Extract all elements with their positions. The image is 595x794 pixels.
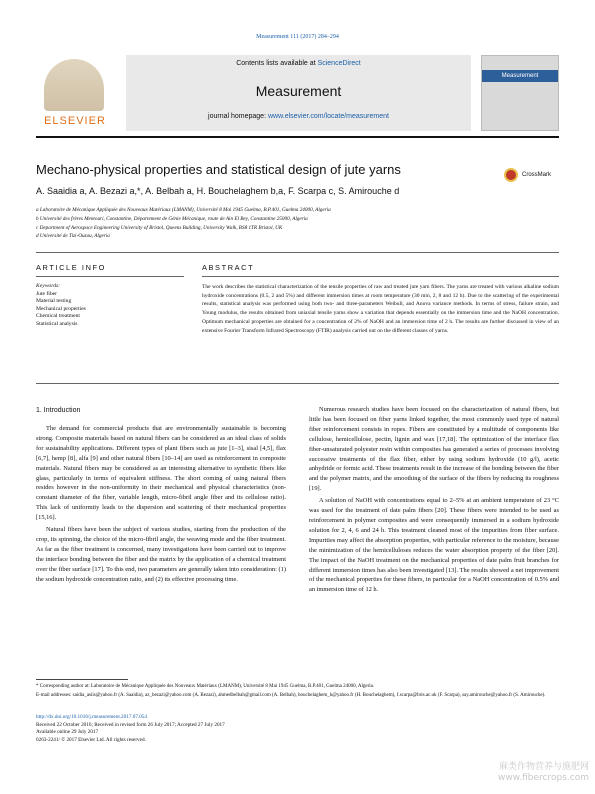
doi-link[interactable]: http://dx.doi.org/10.1016/j.measurement.2017.07.054 [36, 714, 147, 720]
email-addresses[interactable]: E-mail addresses: saidia_asiis@yahoo.fr (A. Saaidia), az_bezazi@yahoo.com (A. Bezazi), ahmedbelbah@gmail.com (A. Belbah), bouchelaghem_h@yahoo.fr (H. Bouchelaghem), f.scarpa@bris.ac.uk (F. Scarpa), say.amirouche@yahoo.fr (S. Amirouche). [36, 692, 546, 698]
cover-title: Measurement [482, 70, 558, 82]
affiliation-d: d Université de Tizi-Ouzou, Algeria [36, 233, 110, 240]
received-dates: Received 22 October 2016; Received in revised form 26 July 2017; Accepted 27 July 2017 [36, 721, 225, 728]
section-heading: 1. Introduction [36, 407, 81, 414]
paragraph: A solution of NaOH with concentrations equal to 2–5% at an ambient temperature of 23 °C was used for the treatment of date palm fibers [20]. These fibers were intended to be used as reinforcement in polymer composites and were consequently immersed in a sodium hydroxide solution for 2, 4, 6 and 24 h. This treatment cleaned most of the impurities from fiber surface. Impurities may affect the absorption properties, with particular reference to the moisture, because the minimization of the hemicelluloses reduces the water absorption property of the fiber [20]. The impact of the NaOH treatment on the mechanical properties of date palm fruit branches for different immersion times has also been investigated [13]. The results showed a net improvement of the mechanical properties for these fibers, in particular for a NaOH concentration of 0.5% and an immersion time of 12 h. [309, 497, 559, 594]
affiliation-a: a Laboratoire de Mécanique Appliquée des Nouveaux Matériaux (LMANM), Université 8 Mai 1945 Guelma, B.P.401, Guelma 24000, Algeria [36, 207, 331, 213]
article-title: Mechano-physical properties and statistical design of jute yarns [36, 162, 401, 177]
journal-cover-thumbnail [481, 55, 559, 131]
available-online: Available online 29 July 2017 [36, 729, 99, 736]
affiliation-b: b Université des frères Mentouri, Constantine, Département de Génie Mécanique, route de Ain El Bey, Constantine 25000, Algeria [36, 215, 308, 222]
affiliations [36, 206, 559, 241]
paragraph: Numerous research studies have been focused on the characterization of natural fibers, but little has been focused on fiber yarns linked together, the most commonly used type of natural fiber reinforcement consists in ropes. Fibers are constituted by a multitude of components like cellulose, hemicellulose, pectin, lignin and wax [17,18]. The optimization of the interface flax fiber-unsaturated polyester resin within composites has generated a series of processes involving successive treatments of the flax fiber, either by using sodium hydroxide (10 g/l), acetic anhydride or formic acid. These treatments result in the increase of the bonding between the fiber and the polymer matrix, and the smoothing of the surface of the fibers by reducing its roughness [19]. [309, 406, 559, 493]
contents-line: Contents lists available at ScienceDirect [236, 60, 361, 67]
copyright: 0263-2241/ © 2017 Elsevier Ltd. All rights reserved. [36, 736, 146, 743]
abstract-heading: ABSTRACT [202, 263, 255, 272]
abstract-text: The work describes the statistical characterization of the tensile properties of raw and treated jute yarn fibers. The yarns are treated with various alkaline sodium hydroxide concentrations (0.5, 2 and 5%) and different immersion times at room temperature (30 min, 2, 8 and 12 h). Due to the scattering of the experimental results, statistical analysis was performed using both two- and three-parameters Weibull, and Anova variance methods. In terms of stress, failure strain, and Young modulus, the results obtained from uniaxial tensile yarns show a variation that depends essentially on the immersion time and the NaOH concentration. Optimum mechanical properties are obtained for a concentration of 2% of NaOH and an immersion time of 2 h. The results are further discussed in view of an extensive Fourier Transform Infrared Spectroscopy (FTIR) analysis carried out on the different classes of yarns. [202, 284, 559, 334]
divider [36, 252, 559, 253]
elsevier-logo [36, 59, 114, 129]
keyword: Jute fiber [36, 290, 57, 297]
affiliation-c: c Department of Aerospace Engineering University of Bristol, Queens Building, University Walk, BS8 1TR Bristol, UK [36, 224, 283, 231]
footnote-divider [36, 679, 128, 680]
watermark: 麻类作物营养与施肥网 www.fibercrops.com [498, 762, 589, 783]
keyword: Material testing [36, 298, 72, 305]
journal-reference[interactable]: Measurement 111 (2017) 284–294 [256, 34, 339, 40]
keywords-label: Keywords: [36, 283, 61, 289]
sciencedirect-link[interactable]: ScienceDirect [317, 60, 361, 67]
keyword: Chemical treatment [36, 313, 80, 320]
body-column-left [36, 424, 286, 587]
keyword: Mechanical properties [36, 305, 86, 312]
divider [36, 383, 559, 384]
journal-header [36, 55, 559, 131]
journal-homepage: journal homepage: www.elsevier.com/locate/measurement [208, 113, 389, 120]
divider [202, 276, 559, 277]
footnote [36, 683, 559, 701]
tree-icon [44, 59, 104, 111]
author-list: A. Saaidia a, A. Bezazi a,*, A. Belbah a, H. Bouchelaghem b,a, F. Scarpa c, S. Amirouche d [36, 186, 400, 196]
body-column-right [309, 405, 559, 597]
divider [36, 276, 184, 277]
paragraph: Natural fibers have been the subject of various studies, starting from the production of the crop, its spinning, the choice of the micro-fibril angle, the weaving mode and the fiber treatment. As far as the fiber treatment is concerned, many investigations have been carried out to improve the interface bonding between the fiber and the matrix by the application of a chemical treatment over the fiber surface [17]. To this end, two parameters are generally taken into consideration: (1) the sodium hydroxide concentration ratio, and (2) its effective processing time. [36, 526, 286, 583]
article-info-heading: ARTICLE INFO [36, 263, 106, 272]
corresponding-author-note: * Corresponding author at: Laboratoire de Mécanique Appliquée des Nouveaux Matériaux (LMANM), Université 8 Mai 1945 Guelma, B.P.401, Guelma 24000, Algeria. [36, 684, 375, 689]
paragraph: The demand for commercial products that are environmentally sustainable is becoming strong. Composite materials based on natural fibers can be considered as an ideal class of solids for sustainability applications. Different types of plant fibers such as jute [1–3], sisal [4,5], flax [6,7], hemp [8], alfa [9] and other natural fibers [10–14] are used as reinforcement in composite materials. Natural fibers may be considered as an interesting alternative to synthetic fibers like glass, particularly in terms of equivalent stiffness. The short coming of using natural fibers resides however in the non-uniformity in their mechanical and physical characteristics (non-constant diameter of the fiber, variable length, micro-fibril angle fiber and its cellulose ratio). This lack of uniformity leads to the dispersion and scattering of their mechanical properties [15,16]. [36, 425, 286, 522]
crossmark-icon [504, 168, 518, 182]
crossmark-badge[interactable]: CrossMark [504, 166, 560, 186]
keyword: Statistical analysis [36, 320, 78, 327]
publication-info [36, 714, 386, 744]
journal-name: Measurement [255, 83, 342, 99]
header-divider [36, 136, 559, 138]
journal-banner [126, 55, 471, 131]
elsevier-wordmark: ELSEVIER [44, 115, 106, 127]
keywords-block [36, 283, 184, 329]
homepage-link[interactable]: www.elsevier.com/locate/measurement [267, 113, 389, 120]
